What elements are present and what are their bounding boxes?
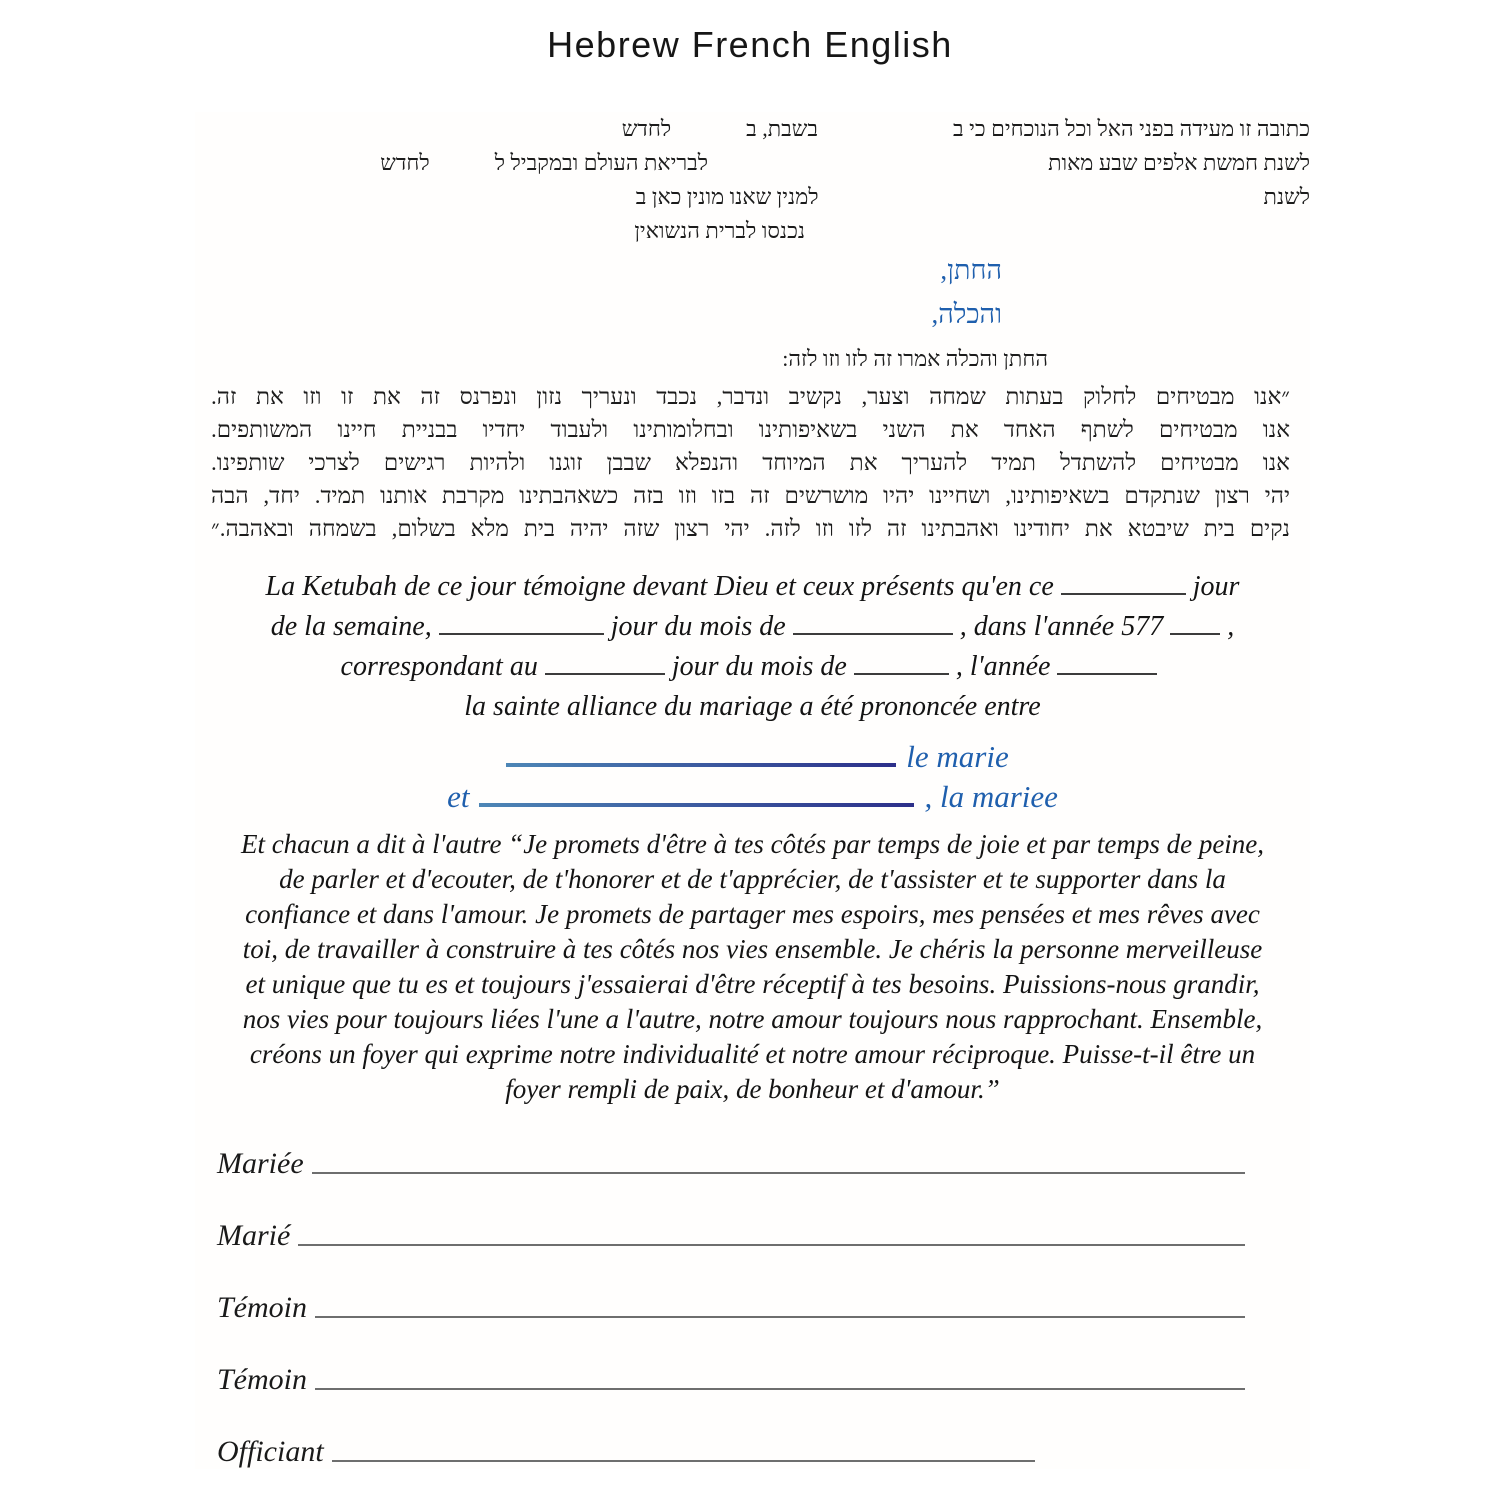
hebrew-vows-paragraph	[195, 380, 1310, 545]
french-vow-line: de parler et d'ecouter, de t'honorer et de t'apprécier, de t'assister et te supporter dans la	[279, 864, 1226, 894]
french-date-line-4: la sainte alliance du mariage a été prononcée entre	[464, 691, 1041, 722]
groom-name-blank-line	[506, 763, 896, 767]
hebrew-vow-line: אנו מבטיחים לשתף האחד את השני בשאיפותינו ובחלומותינו ולעבוד יחדיו בבניית חיינו המשותפים.	[211, 417, 1290, 442]
fill-in-blank-line	[793, 633, 953, 635]
french-text: jour du mois de	[671, 651, 847, 682]
hebrew-bride-label: והכלה,	[931, 299, 1002, 329]
french-text: jour du mois de	[610, 611, 786, 642]
french-date-line-3	[195, 647, 1310, 687]
hebrew-header-line-3	[195, 180, 1310, 214]
bride-name-blank-line	[479, 803, 914, 807]
hebrew-text: לשנת	[1263, 184, 1310, 209]
bride-name-row	[195, 777, 1310, 817]
page-title: Hebrew French English	[547, 24, 953, 65]
signature-label: Témoin	[217, 1291, 307, 1324]
fill-in-blank-line	[545, 673, 665, 675]
signature-label: Mariée	[217, 1147, 304, 1180]
french-vow-line: et unique que tu es et toujours j'essaierai d'être réceptif à tes besoins. Puissions-nous grandir,	[245, 969, 1260, 999]
hebrew-vow-line: נקים בית שיבטא את יחודינו ואהבתינו זה לזו וזו לזה. יהי רצון שזה יהיה בית מלא בשלום, בשמחה ובאהבה.״	[211, 516, 1290, 541]
french-vow-line: nos vies pour toujours liées l'une a l'autre, notre amour toujours nous rapprochant. Ensemble,	[242, 1004, 1263, 1034]
hebrew-vow-line: יהי רצון שנתקדם בשאיפותינו, ושחיינו יהיו מושרשים זה בזו וזו בזה כשאהבתינו מקרבת אותנו תמיד. יחד, הבה	[211, 483, 1290, 508]
french-date-line-1	[195, 567, 1310, 607]
signature-section	[195, 1137, 1310, 1469]
signature-label: Officiant	[217, 1435, 324, 1468]
signature-row-groom	[195, 1209, 1310, 1253]
hebrew-declaration-intro: החתן והכלה אמרו זה לזו וזו לזה:	[782, 346, 1048, 371]
french-vow-line: foyer rempli de paix, de bonheur et d'amour.”	[505, 1074, 1000, 1104]
french-vow-line: confiance et dans l'amour. Je promets de partager mes espoirs, mes pensées et mes rêves avec	[245, 899, 1260, 929]
hebrew-vow-line: אנו מבטיחים להשתדל תמיד להעריך את המיוחד והנפלא שבבן זוגנו ולהיות רגישים לצרכי שותפינו.	[211, 450, 1290, 475]
french-text: jour	[1192, 571, 1240, 602]
fill-in-blank-line	[1170, 633, 1220, 635]
fill-in-blank-space	[819, 203, 1264, 204]
hebrew-header-line-4	[195, 214, 1310, 248]
bride-prefix: et	[447, 779, 470, 814]
hebrew-text: לשנת חמשת אלפים שבע מאות	[1048, 150, 1310, 175]
signature-row-witness-1	[195, 1281, 1310, 1325]
groom-name-row	[195, 737, 1310, 777]
hebrew-text: לחדש	[380, 150, 430, 175]
signature-blank-line	[312, 1142, 1245, 1174]
fill-in-blank-line	[439, 633, 604, 635]
french-text: , l'année	[955, 651, 1051, 682]
signature-row-officiant	[195, 1425, 1310, 1469]
french-vow-line: toi, de travailler à construire à tes côtés nos vies ensemble. Je chéris la personne merveilleuse	[242, 934, 1263, 964]
hebrew-text: לבריאת העולם ובמקביל ל	[494, 150, 709, 175]
signature-blank-line	[332, 1430, 1035, 1462]
french-date-line-2	[195, 607, 1310, 647]
signature-row-bride	[195, 1137, 1310, 1181]
signature-label: Témoin	[217, 1363, 307, 1396]
signature-blank-line	[298, 1214, 1245, 1246]
bride-label: , la mariee	[924, 779, 1058, 814]
hebrew-vow-line: ״אנו מבטיחים לחלוק בעתות שמחה וצער, נקשיב ונדבר, נכבד ונעריך נזון ונפרנס זה את זו וזו את זה.	[211, 384, 1290, 409]
french-vows-paragraph	[195, 827, 1310, 1107]
hebrew-text: למנין שאנו מונין כאן ב	[635, 184, 819, 209]
fill-in-blank-space	[671, 135, 746, 136]
signature-blank-line	[315, 1286, 1245, 1318]
french-text: correspondant au	[340, 651, 538, 682]
hebrew-header-line-2	[195, 146, 1310, 180]
ketubah-document	[195, 112, 1310, 1469]
hebrew-header	[195, 112, 1310, 545]
fill-in-blank-line	[1057, 673, 1157, 675]
hebrew-text: כתובה זו מעידה בפני האל וכל הנוכחים כי ב	[952, 116, 1310, 141]
signature-blank-line	[315, 1358, 1245, 1390]
fill-in-blank-line	[1061, 593, 1186, 595]
fill-in-blank-space	[708, 169, 1048, 170]
french-vow-line: créons un foyer qui exprime notre individualité et notre amour réciproque. Puisse-t-il être un	[249, 1039, 1256, 1069]
fill-in-blank-line	[854, 673, 949, 675]
french-text: ,	[1227, 611, 1235, 642]
fill-in-blank-space	[818, 135, 953, 136]
hebrew-header-line-1	[195, 112, 1310, 146]
signature-label: Marié	[217, 1219, 291, 1252]
french-text: de la semaine,	[270, 611, 432, 642]
fill-in-blank-space	[430, 169, 495, 170]
hebrew-groom-label: החתן,	[940, 255, 1002, 285]
french-vow-line: Et chacun a dit à l'autre “Je promets d'être à tes côtés par temps de joie et par temps de peine,	[240, 829, 1265, 859]
hebrew-text: לחדש	[621, 116, 672, 141]
french-text: , dans l'année 577	[959, 611, 1164, 642]
french-date-section	[195, 567, 1310, 727]
groom-label: le marie	[906, 739, 1009, 774]
signature-row-witness-2	[195, 1353, 1310, 1397]
french-text: La Ketubah de ce jour témoigne devant Dieu et ceux présents qu'en ce	[265, 571, 1054, 602]
hebrew-text: בשבת, ב	[746, 116, 818, 141]
hebrew-text: נכנסו לברית הנשואין	[634, 218, 805, 243]
